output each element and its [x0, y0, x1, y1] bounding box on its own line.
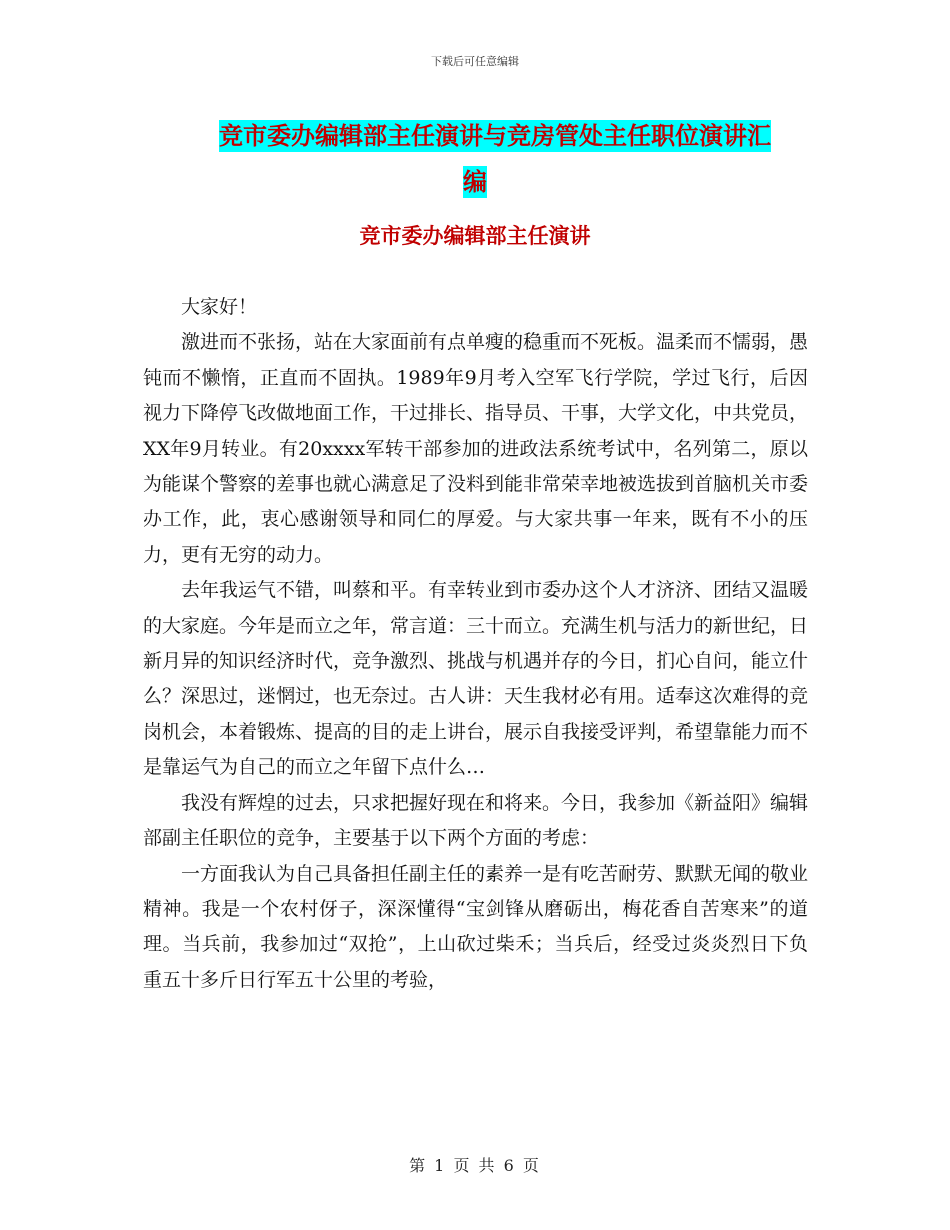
body-text	[143, 290, 808, 998]
title-highlight-2: 编	[463, 168, 487, 196]
section-title: 竞市委办编辑部主任演讲	[359, 224, 591, 248]
title-highlight-1: 竞市委办编辑部主任演讲与竞房管处主任职位演讲汇	[219, 122, 771, 150]
document-title-line-1	[40, 113, 950, 159]
document-title	[0, 113, 950, 205]
paragraph: 去年我运气不错，叫蔡和平。有幸转业到市委办这个人才济济、团结又温暖的大家庭。今年是而立之年，常言道：三十而立。充满生机与活力的新世纪，日新月异的知识经济时代，竞争激烈、挑战与机遇并存的今日，扪心自问，能立什么？深思过，迷惘过，也无奈过。古人讲：天生我材必有用。适奉这次难得的竞岗机会，本着锻炼、提高的目的走上讲台，展示自我接受评判，希望靠能力而不是靠运气为自己的而立之年留下点什么…	[143, 579, 809, 779]
paragraph: 大家好！	[181, 296, 258, 318]
header-note: 下载后可任意编辑	[431, 55, 519, 68]
paragraph: 激进而不张扬，站在大家面前有点单瘦的稳重而不死板。温柔而不懦弱，愚钝而不懒惰，正直而不固执。1989年9月考入空军飞行学院，学过飞行，后因视力下降停飞改做地面工作，干过排长、指导员、干事，大学文化，中共党员，XX年9月转业。有20xxxx军转干部参加的进政法系统考试中，名列第二，原以为能谋个警察的差事也就心满意足了没料到能非常荣幸地被选拔到首脑机关市委办工作，此，衷心感谢领导和同仁的厚爱。与大家共事一年来，既有不小的压力，更有无穷的动力。	[143, 331, 809, 566]
paragraph: 我没有辉煌的过去，只求把握好现在和将来。今日，我参加《新益阳》编辑部副主任职位的竞争，主要基于以下两个方面的考虑：	[143, 791, 809, 850]
document-title-line-2	[0, 159, 950, 205]
page-number: 第 1 页 共 6 页	[409, 1156, 541, 1175]
paragraph: 一方面我认为自己具备担任副主任的素养一是有吃苦耐劳、默默无闻的敬业精神。我是一个农村伢子，深深懂得“宝剑锋从磨砺出，梅花香自苦寒来”的道理。当兵前，我参加过“双抢”，上山砍过柴禾；当兵后，经受过炎炎烈日下负重五十多斤日行军五十公里的考验，	[143, 862, 809, 991]
